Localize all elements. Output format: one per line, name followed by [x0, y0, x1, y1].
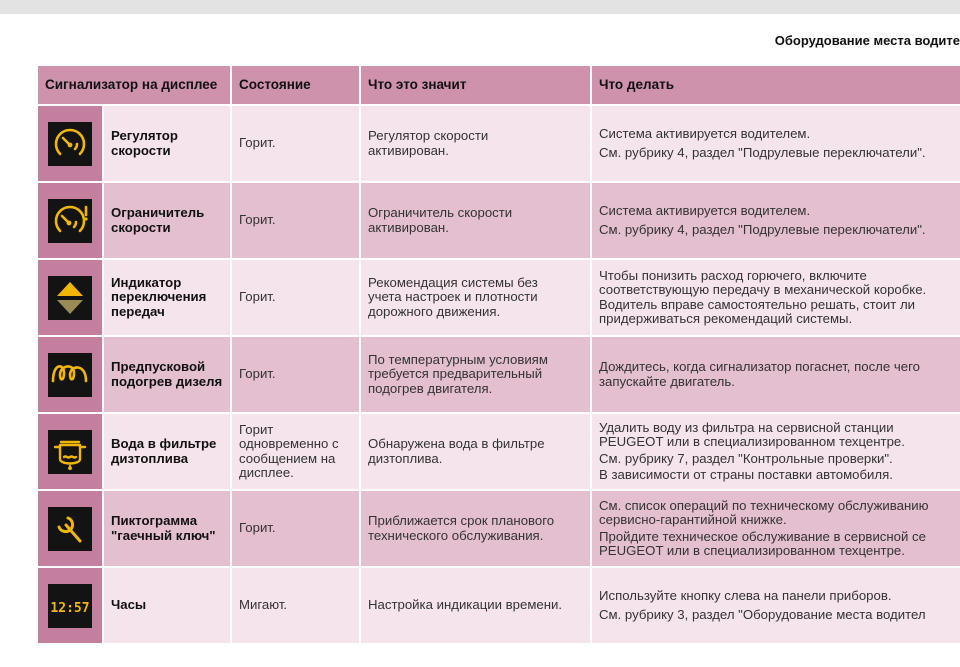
page-title: Оборудование места водите: [774, 33, 960, 48]
table-row: [38, 106, 960, 181]
header-indicator: Сигнализатор на дисплее: [38, 66, 230, 104]
table-row: [38, 337, 960, 412]
action-line: Используйте кнопку слева на панели приборов.: [599, 588, 892, 603]
indicator-table: [36, 64, 960, 645]
indicator-action: [592, 260, 960, 335]
action-line: придерживаться рекомендаций системы.: [599, 311, 853, 326]
meaning-line: активирован.: [368, 219, 449, 235]
indicator-name: Ограничитель скорости: [104, 183, 230, 258]
indicator-icon-cell: [38, 106, 102, 181]
state-line: Мигают.: [239, 597, 288, 613]
indicator-state: [232, 337, 359, 412]
action-line: См. рубрику 4, раздел "Подрулевые переключатели".: [599, 144, 926, 160]
clock-icon: [48, 584, 92, 628]
action-line: Система активируется водителем.: [599, 203, 811, 218]
meaning-line: технического обслуживания.: [368, 527, 544, 543]
indicator-name: Пиктограмма "гаечный ключ": [104, 491, 230, 566]
state-line: Горит.: [239, 289, 276, 305]
action-line: соответствующую передачу в механической коробке.: [599, 282, 927, 297]
indicator-name: Предпусковой подогрев дизеля: [104, 337, 230, 412]
header-state: Состояние: [232, 66, 359, 104]
state-line: сообщением на: [239, 450, 336, 466]
state-line: Горит.: [239, 366, 276, 382]
state-line: Горит: [239, 421, 274, 437]
action-line: запускайте двигатель.: [599, 373, 735, 389]
indicator-meaning: [361, 568, 590, 643]
meaning-line: подогрев двигателя.: [368, 380, 493, 396]
indicator-meaning: [361, 106, 590, 181]
indicator-action: [592, 568, 960, 643]
meaning-line: Обнаружена вода в фильтре: [368, 436, 545, 451]
meaning-line: По температурным условиям: [368, 351, 548, 367]
state-line: дисплее.: [239, 465, 294, 480]
meaning-line: Приближается срок планового: [368, 513, 555, 528]
meaning-line: Рекомендация системы без: [368, 274, 538, 290]
indicator-meaning: [361, 414, 590, 489]
header-meaning: Что это значит: [361, 66, 590, 104]
indicator-icon-cell: [38, 568, 102, 643]
indicator-name: Часы: [104, 568, 230, 643]
action-line: См. рубрику 7, раздел "Контрольные проверки".: [599, 450, 893, 466]
glow-plug-icon: [48, 353, 92, 397]
table-header-row: [38, 66, 960, 104]
meaning-line: активирован.: [368, 142, 449, 158]
indicator-state: [232, 106, 359, 181]
action-line: Удалить воду из фильтра на сервисной станции: [599, 419, 894, 435]
indicator-state: [232, 414, 359, 489]
indicator-name: Вода в фильтре дизтоплива: [104, 414, 230, 489]
indicator-meaning: [361, 491, 590, 566]
indicator-name: Индикатор переключения передач: [104, 260, 230, 335]
action-line: Система активируется водителем.: [599, 126, 811, 141]
indicator-state: [232, 260, 359, 335]
indicator-state: [232, 183, 359, 258]
indicator-action: [592, 106, 960, 181]
action-line: Водитель вправе самостоятельно решать, стоит ли: [599, 296, 916, 312]
table-row: [38, 260, 960, 335]
indicator-icon-cell: [38, 183, 102, 258]
speed-limiter-icon: [48, 199, 92, 243]
indicator-meaning: [361, 337, 590, 412]
meaning-line: дизтоплива.: [368, 450, 443, 466]
meaning-line: требуется предварительный: [368, 366, 543, 382]
header-action: Что делать: [592, 66, 960, 104]
action-line: См. список операций по техническому обслуживанию: [599, 497, 929, 513]
indicator-name: Регулятор скорости: [104, 106, 230, 181]
indicator-action: [592, 491, 960, 566]
state-line: Горит.: [239, 212, 276, 228]
indicator-state: [232, 568, 359, 643]
action-line: PEUGEOT или в специализированном техцентре.: [599, 543, 905, 558]
water-in-fuel-icon: [48, 430, 92, 474]
indicator-action: [592, 337, 960, 412]
action-line: Чтобы понизить расход горючего, включите: [599, 267, 867, 283]
indicator-icon-cell: [38, 491, 102, 566]
action-line: Пройдите техническое обслуживание в сервисной се: [599, 528, 926, 544]
indicator-meaning: [361, 183, 590, 258]
meaning-line: учета настроек и плотности: [368, 289, 538, 305]
meaning-line: дорожного движения.: [368, 303, 501, 319]
indicator-icon-cell: [38, 414, 102, 489]
state-line: одновременно с: [239, 436, 339, 451]
clock-icon-digits: 12:57: [50, 600, 90, 616]
action-line: См. рубрику 3, раздел "Оборудование места водител: [599, 606, 926, 622]
table-row: [38, 491, 960, 566]
table-row: [38, 568, 960, 643]
indicator-state: [232, 491, 359, 566]
table-row: [38, 183, 960, 258]
top-bar: [0, 0, 960, 14]
meaning-line: Ограничитель скорости: [368, 205, 513, 220]
indicator-action: [592, 183, 960, 258]
action-line: См. рубрику 4, раздел "Подрулевые переключатели".: [599, 221, 926, 237]
meaning-line: Настройка индикации времени.: [368, 597, 563, 613]
indicator-meaning: [361, 260, 590, 335]
meaning-line: Регулятор скорости: [368, 128, 489, 143]
action-line: Дождитесь, когда сигнализатор погаснет, после чего: [599, 359, 920, 374]
table-row: [38, 414, 960, 489]
action-line: сервисно-гарантийной книжке.: [599, 512, 787, 527]
wrench-icon: [48, 507, 92, 551]
indicator-icon-cell: [38, 337, 102, 412]
gear-shift-indicator-icon: [48, 276, 92, 320]
state-line: Горит.: [239, 135, 276, 151]
action-line: В зависимости от страны поставки автомобиля.: [599, 467, 893, 482]
indicator-icon-cell: [38, 260, 102, 335]
action-line: PEUGEOT или в специализированном техцентре.: [599, 434, 905, 449]
cruise-control-icon: [48, 122, 92, 166]
indicator-action: [592, 414, 960, 489]
state-line: Горит.: [239, 520, 276, 536]
